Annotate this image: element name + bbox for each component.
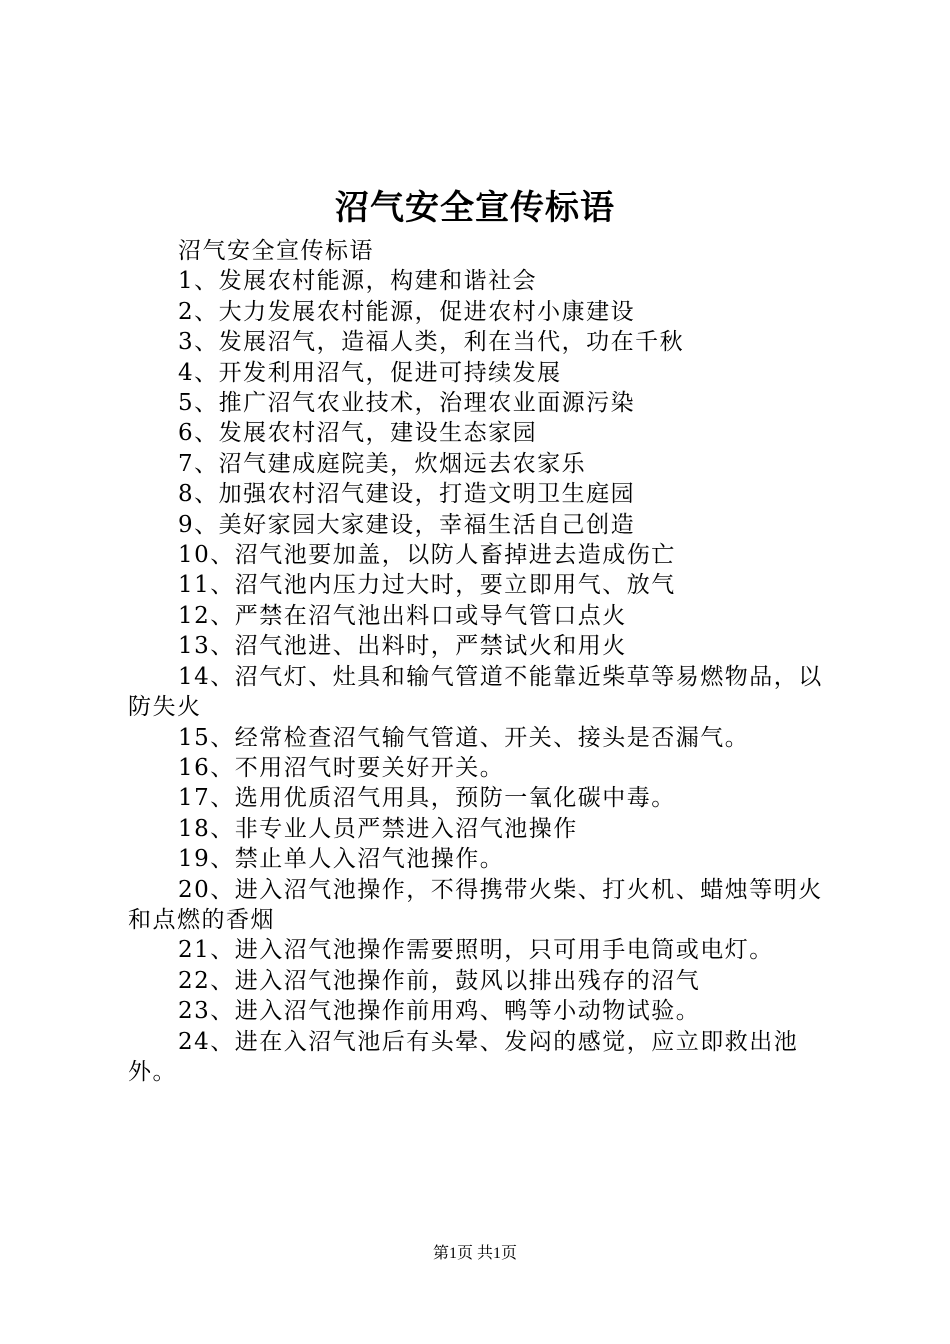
paragraph: 10、沼气池要加盖，以防人畜掉进去造成伤亡	[178, 542, 676, 569]
paragraph: 16、不用沼气时要关好开关。	[178, 754, 505, 781]
page-number-footer: 第1页 共1页	[432, 1245, 517, 1262]
paragraph: 23、进入沼气池操作前用鸡、鸭等小动物试验。	[178, 998, 701, 1025]
paragraph: 15、经常检查沼气输气管道、开关、接头是否漏气。	[178, 724, 750, 751]
paragraph: 11、沼气池内压力过大时，要立即用气、放气	[178, 572, 676, 599]
paragraph: 12、严禁在沼气池出料口或导气管口点火	[178, 602, 627, 629]
paragraph: 9、美好家园大家建设，幸福生活自己创造	[178, 511, 636, 538]
paragraph: 18、非专业人员严禁进入沼气池操作	[178, 815, 578, 842]
paragraph: 24、进在入沼气池后有头晕、发闷的感觉，应立即救出池外。	[128, 1028, 799, 1085]
page-title: 沼气安全宣传标语	[335, 188, 615, 228]
paragraph: 17、选用优质沼气用具，预防一氧化碳中毒。	[178, 785, 676, 812]
paragraph: 1、发展农村能源，构建和谐社会	[178, 268, 538, 295]
paragraph: 19、禁止单人入沼气池操作。	[178, 846, 505, 873]
paragraph: 22、进入沼气池操作前，鼓风以排出残存的沼气	[178, 967, 701, 994]
paragraph: 20、进入沼气池操作，不得携带火柴、打火机、蜡烛等明火和点燃的香烟	[128, 876, 823, 933]
paragraph: 4、开发利用沼气，促进可持续发展	[178, 359, 562, 386]
document-body	[128, 236, 838, 1087]
paragraph: 沼气安全宣传标语	[178, 238, 374, 264]
paragraph: 5、推广沼气农业技术，治理农业面源污染	[178, 390, 636, 417]
paragraph: 2、大力发展农村能源，促进农村小康建设	[178, 298, 636, 325]
paragraph: 7、沼气建成庭院美，炊烟远去农家乐	[178, 450, 587, 477]
paragraph: 21、进入沼气池操作需要照明，只可用手电筒或电灯。	[178, 937, 774, 964]
paragraph: 3、发展沼气，造福人类，利在当代，功在千秋	[178, 329, 685, 356]
paragraph: 8、加强农村沼气建设，打造文明卫生庭园	[178, 481, 636, 508]
paragraph: 13、沼气池进、出料时，严禁试火和用火	[178, 633, 627, 660]
paragraph: 14、沼气灯、灶具和输气管道不能靠近柴草等易燃物品，以防失火	[128, 663, 823, 721]
paragraph: 6、发展农村沼气，建设生态家园	[178, 420, 538, 447]
